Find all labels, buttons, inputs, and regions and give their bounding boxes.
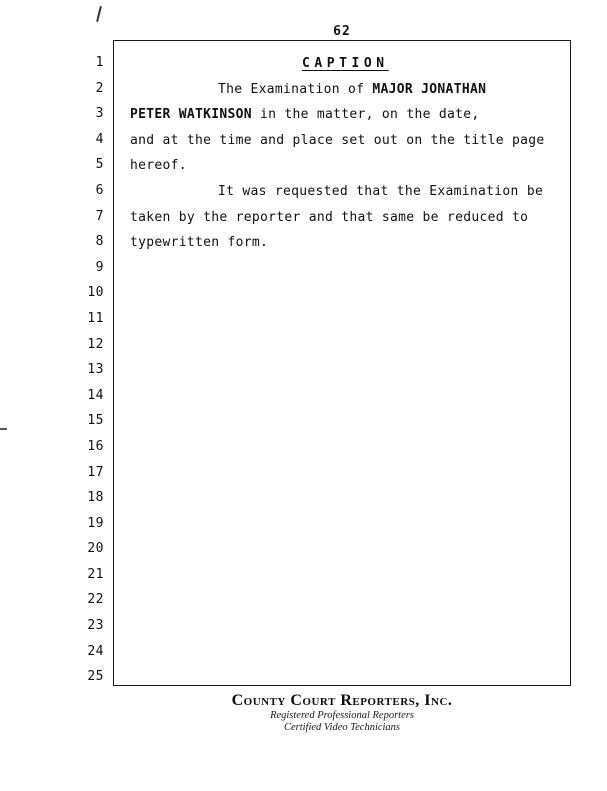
line-number: 23 (87, 618, 104, 634)
line-number: 17 (87, 464, 104, 480)
body-text: The Examination of (218, 81, 373, 97)
line-number: 8 (95, 234, 104, 250)
transcript-line (130, 230, 564, 256)
reporter-subtitle: Registered Professional Reporters (270, 710, 414, 721)
line-number: 3 (95, 106, 104, 122)
body-text: and at the time and place set out on the title page (130, 132, 545, 148)
line-number: 2 (95, 80, 104, 96)
transcript-line (130, 51, 564, 77)
line-number: 15 (87, 413, 104, 429)
line-number: 9 (95, 259, 104, 275)
body-text: in the matter, on the date, (251, 107, 480, 123)
line-number: 1 (95, 55, 104, 70)
transcript-body (130, 51, 564, 256)
reporter-subtitle: Certified Video Technicians (283, 722, 401, 733)
line-number: 6 (95, 182, 104, 198)
line-number: 4 (95, 131, 104, 147)
body-text: It was requested that the Examination be (218, 183, 544, 199)
line-number: 19 (87, 515, 104, 531)
line-number: 10 (87, 285, 104, 301)
body-text-bold: PETER WATKINSON (130, 107, 252, 123)
line-number: 25 (87, 669, 104, 685)
line-number: 20 (87, 541, 104, 557)
page-number: 62 (333, 24, 351, 39)
line-number: 14 (87, 387, 104, 403)
transcript-line (130, 179, 564, 205)
reporter-company-name: County Court Reporters, Inc. (231, 692, 453, 709)
line-number: 13 (87, 362, 104, 378)
caption-heading: CAPTION (302, 56, 389, 71)
line-number: 22 (87, 592, 104, 608)
line-number-gutter (0, 50, 104, 690)
line-number: 7 (95, 208, 104, 224)
transcript-line (130, 77, 564, 103)
line-number: 5 (95, 157, 104, 173)
line-number: 21 (87, 566, 104, 582)
body-text: hereof. (130, 158, 187, 174)
transcript-line (130, 205, 564, 231)
line-number: 11 (87, 310, 104, 326)
body-text-bold: MAJOR JONATHAN (372, 81, 487, 97)
reporter-footer (113, 692, 571, 734)
scan-artifact (96, 6, 102, 22)
line-number: 18 (87, 490, 104, 506)
body-text: taken by the reporter and that same be reduced to (130, 209, 529, 225)
transcript-frame (113, 40, 571, 686)
transcript-line (130, 128, 564, 154)
transcript-line (130, 153, 564, 179)
line-number: 16 (87, 438, 104, 454)
transcript-line (130, 102, 564, 128)
body-text: typewritten form. (130, 235, 269, 251)
line-number: 12 (87, 336, 104, 352)
line-number: 24 (87, 643, 104, 659)
